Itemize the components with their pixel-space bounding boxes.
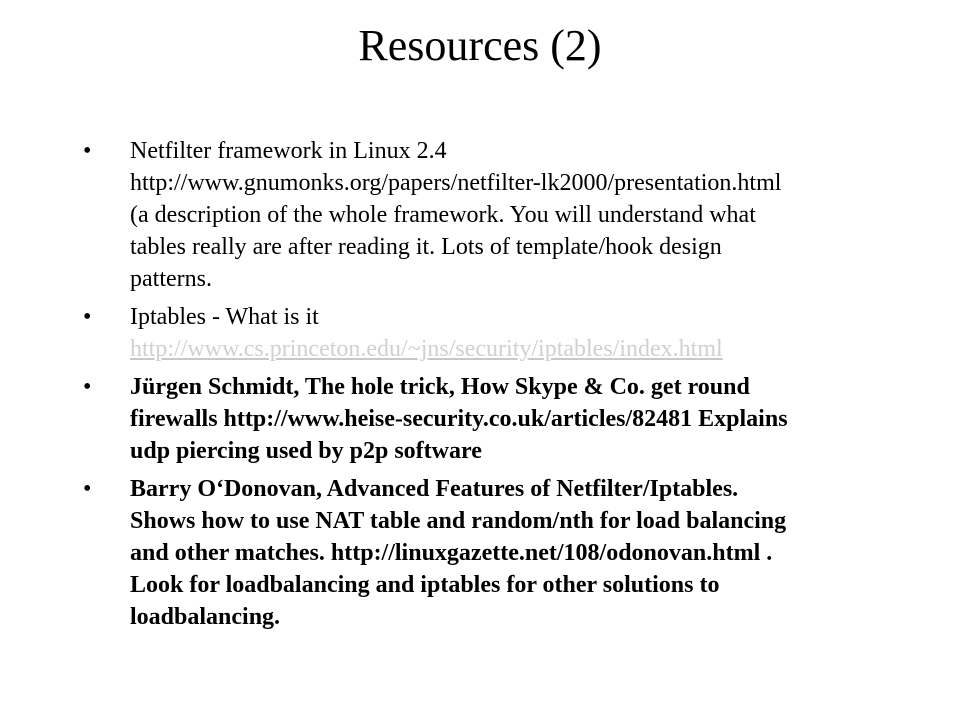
bullet-line: Iptables - What is it [130,304,319,330]
bullet-line: (a description of the whole framework. You will understand what [130,202,756,228]
bullet-text [130,301,870,365]
bullet-line: and other matches. http://linuxgazette.net/108/odonovan.html . [130,540,773,566]
bullet-line: Shows how to use NAT table and random/nth for load balancing [130,508,787,534]
bullet-list [0,135,960,639]
bullet-line: firewalls http://www.heise-security.co.uk/articles/82481 Explains [130,406,788,432]
bullet-text [130,473,870,633]
bullet-item-netfilter [0,135,960,295]
bullet-item-iptables [0,301,960,365]
bullet-dot: • [83,304,92,330]
bullet-item-skype [0,371,960,467]
bullet-line: udp piercing used by p2p software [130,438,482,464]
bullet-text [130,135,870,295]
bullet-text [130,371,870,467]
bullet-line: loadbalancing. [130,604,281,630]
bullet-line: patterns. [130,266,212,292]
bullet-item-odonovan [0,473,960,633]
bullet-line: Look for loadbalancing and iptables for other solutions to [130,572,720,598]
bullet-line: Barry O‘Donovan, Advanced Features of Netfilter/Iptables. [130,476,739,502]
iptables-link[interactable]: http://www.cs.princeton.edu/~jns/security/iptables/index.html [130,336,723,362]
bullet-dot: • [83,476,92,502]
bullet-line: Jürgen Schmidt, The hole trick, How Skype & Co. get round [130,374,750,400]
slide-title: Resources (2) [358,21,602,70]
bullet-line-url: http://www.gnumonks.org/papers/netfilter-lk2000/presentation.html [130,170,782,196]
bullet-dot: • [83,374,92,400]
bullet-line: tables really are after reading it. Lots of template/hook design [130,234,722,260]
bullet-dot: • [83,138,92,164]
bullet-line: Netfilter framework in Linux 2.4 [130,138,447,164]
